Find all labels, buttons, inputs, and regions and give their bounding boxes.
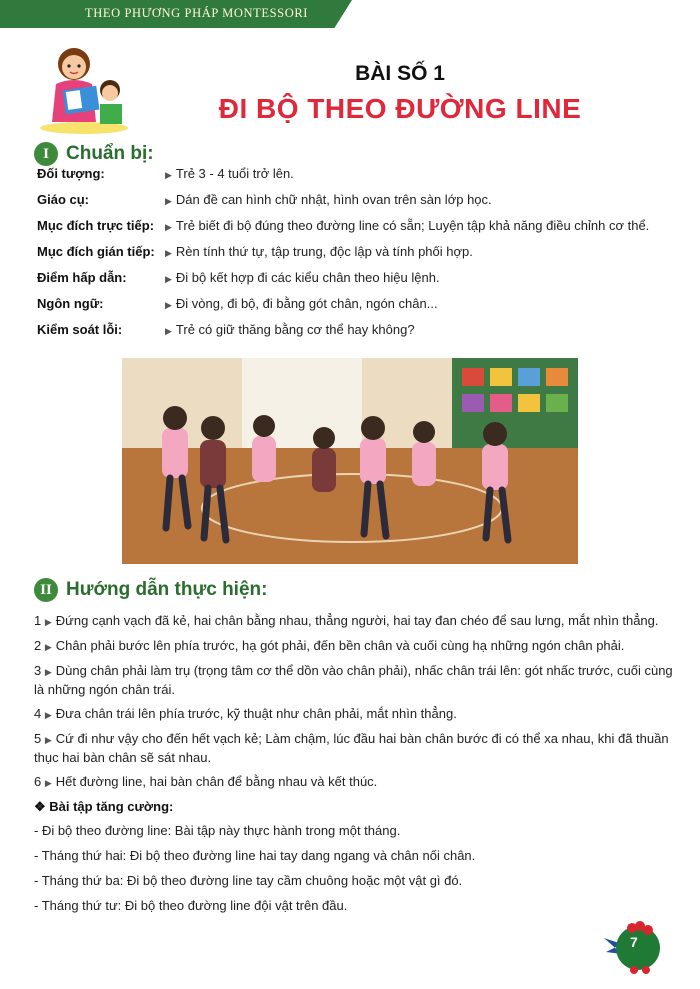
extra-exercise-item: - Đi bộ theo đường line: Bài tập này thực hành trong một tháng. [34,823,401,838]
step-number: 4 [34,706,42,721]
step-text: Đứng cạnh vạch đã kẻ, hai chân bằng nhau, thẳng người, hai tay đan chéo để sau lưng, mắt nhìn thẳng. [55,613,659,628]
prep-row [37,270,677,296]
step-number: 6 [34,774,42,789]
prep-value: Đi vòng, đi bộ, đi bằng gót chân, ngón chân... [175,296,438,311]
prep-value: Rèn tính thứ tự, tập trung, độc lập và tính phối hợp. [175,244,473,259]
prep-value: Trẻ biết đi bộ đúng theo đường line có sẵn; Luyện tập khả năng điều chỉnh cơ thể. [175,218,650,233]
lesson-number: BÀI SỐ 1 [355,62,445,85]
instruction-step [34,662,674,699]
instruction-step [34,773,674,792]
step-text: Dùng chân phải làm trụ (trọng tâm cơ thể dồn vào chân phải), nhấc chân trái lên: gót nhấc trước, cuối cùng là những ngón chân trái. [34,663,673,697]
bullet-arrow-icon: ▶ [165,170,172,180]
bullet-arrow-icon: ▶ [165,300,172,310]
bullet-arrow-icon: ▶ [165,248,172,258]
section-badge: II [34,578,58,602]
instructions-list [34,612,674,922]
step-text: Đưa chân trái lên phía trước, kỹ thuật như chân phải, mắt nhìn thẳng. [55,706,457,721]
bullet-arrow-icon: ▶ [44,735,52,745]
step-number: 1 [34,613,42,628]
bullet-arrow-icon: ▶ [165,222,172,232]
prep-value: Trẻ 3 - 4 tuổi trở lên. [175,166,294,181]
step-text: Chân phải bước lên phía trước, hạ gót phải, đến bền chân và cuối cùng hạ những ngón chân phải. [55,638,625,653]
page-number: 7 [630,934,638,950]
step-number: 2 [34,638,42,653]
extra-exercise-item: - Tháng thứ tư: Đi bộ theo đường line đội vật trên đầu. [34,898,348,913]
prep-label: Ngôn ngữ: [37,296,104,311]
prep-row [37,322,677,348]
extra-exercise-item: - Tháng thứ hai: Đi bộ theo đường line hai tay dang ngang và chân nối chân. [34,848,476,863]
section-preparation-heading [34,142,154,166]
step-text: Hết đường line, hai bàn chân để bằng nhau và kết thúc. [55,774,378,789]
prep-label: Giáo cụ: [37,192,90,207]
instruction-step [34,705,674,724]
extra-exercise-item: - Tháng thứ ba: Đi bộ theo đường line tay cầm chuông hoặc một vật gì đó. [34,873,463,888]
bullet-arrow-icon: ▶ [44,710,52,720]
preparation-list [37,166,677,348]
prep-label: Điểm hấp dẫn: [37,270,127,285]
section-instructions-heading [34,578,267,602]
prep-value: Trẻ có giữ thăng bằng cơ thể hay không? [175,322,415,337]
bullet-arrow-icon: ▶ [44,642,52,652]
prep-row [37,296,677,322]
prep-row [37,192,677,218]
prep-row [37,244,677,270]
lesson-title: ĐI BỘ THEO ĐƯỜNG LINE [218,93,582,124]
instruction-step [34,637,674,656]
prep-label: Mục đích trực tiếp: [37,218,155,233]
prep-label: Mục đích gián tiếp: [37,244,155,259]
prep-value: Đi bộ kết hợp đi các kiểu chân theo hiệu lệnh. [175,270,440,285]
step-text: Cứ đi như vậy cho đến hết vạch kẻ; Làm chậm, lúc đầu hai bàn chân bước đi có thể xa nhau, khi đã thuần thục hai bàn chân sẽ sát nhau. [34,731,669,765]
prep-value: Dán đề can hình chữ nhật, hình ovan trên sàn lớp học. [175,192,492,207]
bullet-arrow-icon: ▶ [44,617,52,627]
extra-exercises-title: ❖ Bài tập tăng cường: [34,799,174,814]
bullet-arrow-icon: ▶ [44,667,52,677]
section-badge: I [34,142,58,166]
header-text: THEO PHƯƠNG PHÁP MONTESSORI [85,6,309,20]
prep-row [37,218,677,244]
section-title: Chuẩn bị: [66,143,154,164]
step-number: 5 [34,731,42,746]
section-title: Hướng dẫn thực hiện: [66,579,268,600]
prep-label: Kiểm soát lỗi: [37,322,123,337]
instruction-step [34,612,674,631]
step-number: 3 [34,663,42,678]
bullet-arrow-icon: ▶ [44,778,52,788]
bullet-arrow-icon: ▶ [165,326,172,336]
prep-row [37,166,677,192]
bullet-arrow-icon: ▶ [165,274,172,284]
classroom-photo [122,358,578,564]
instruction-step [34,730,674,767]
prep-label: Đối tượng: [37,166,105,181]
bullet-arrow-icon: ▶ [165,196,172,206]
